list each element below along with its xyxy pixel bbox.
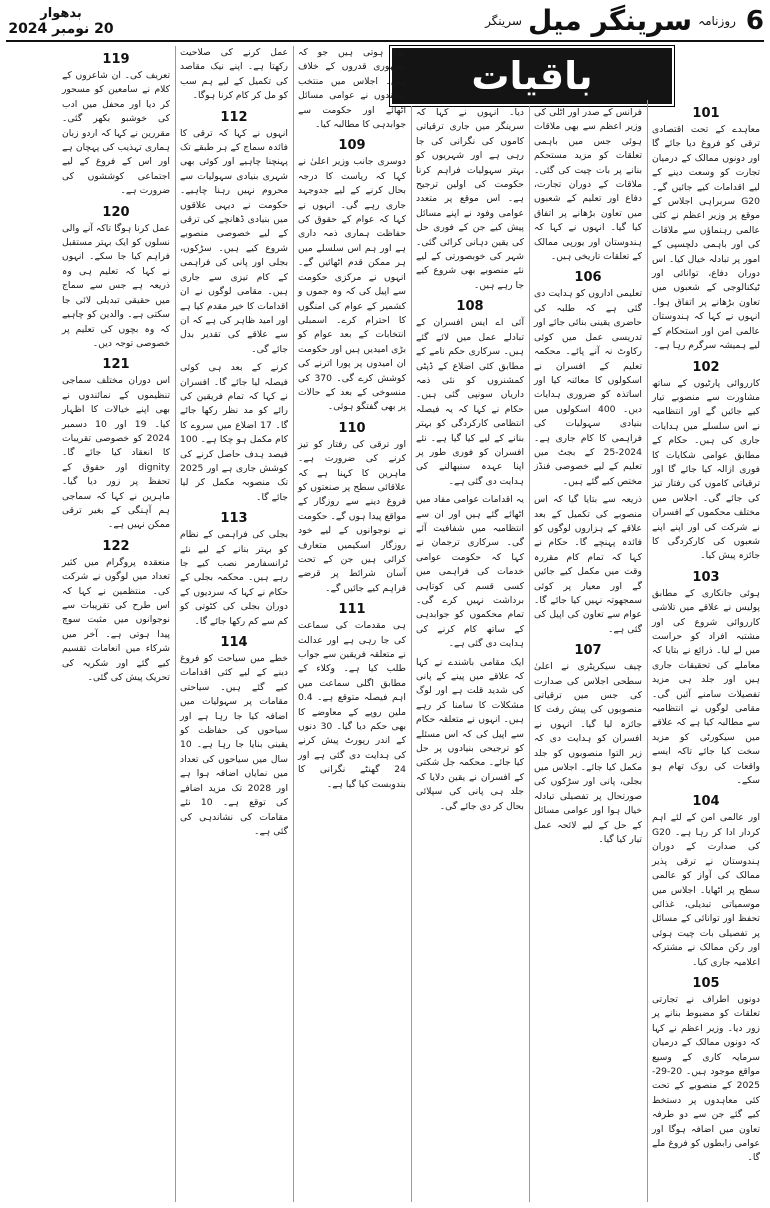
brand-name: سرینگر میل xyxy=(527,4,693,37)
column-4 xyxy=(293,46,410,1202)
story-number: 110 xyxy=(338,420,366,436)
story-text: اور عالمی امن کے لئے اہم کردار ادا کر رہا ہے۔ G20 کی صدارت کے دوران ہندوستان نے ترقی پذیر ممالک کی آواز کو عالمی سطح پر اٹھایا۔ اجلاس میں موسمیاتی تبدیلی، غذائی تحفظ اور توانائی کے مسائل پر تفصیلی بات چیت ہوئی اور رکن ممالک نے مشترکہ اعلامیہ جاری کیا۔ xyxy=(652,812,760,968)
banner-title: باقیات xyxy=(471,54,593,98)
story-text: عمل کرنا ہوگا تاکہ آنے والی نسلوں کو ایک بہتر مستقبل فراہم کیا جا سکے۔ انہوں نے کہا کہ تعلیم ہی وہ ذریعہ ہے جس سے سماج میں حقیقی تبدیلی لائی جا سکتی ہے۔ والدین کو چاہیے کہ وہ بچوں کی تعلیم پر خصوصی توجہ دیں۔ xyxy=(62,222,170,349)
story-number: 112 xyxy=(220,109,248,125)
story-text: اس دوران مختلف سماجی تنظیموں کے نمائندوں نے بھی اپنے خیالات کا اظہار کیا۔ 19 اور 10 دسمبر 2024 کو خصوصی تقریبات کا انعقاد کیا جائے گا۔ dignity اور حقوق کے تحفظ پر زور دیا گیا۔ ماہرین نے کہا کہ سماجی ہم آہنگی کے بغیر ترقی ممکن نہیں ہے۔ xyxy=(62,375,170,531)
story-text: بجلی کی فراہمی کے نظام کو بہتر بنانے کے لیے نئے ٹرانسفارمر نصب کیے جا رہے ہیں۔ محکمہ بجلی کے حکام نے کہا کہ سردیوں کے دوران بجلی کی کٹوتی کو کم سے کم رکھا جائے گا۔ xyxy=(180,529,288,627)
story-number: 120 xyxy=(102,204,130,220)
story-text: معاہدے کے تحت اقتصادی ترقی کو فروغ دیا جائے گا اور دونوں ممالک کے درمیان تجارت کو وسعت دینے کے لیے اقدامات کیے جائیں گے۔ G20 سربراہی اجلاس کے موقع پر وزیر اعظم نے کئی عالمی رہنماؤں سے ملاقات کی اور باہمی دلچسپی کے امور پر تبادلہ خیال کیا۔ اس دوران دفاع، توانائی اور ٹیکنالوجی کے شعبوں میں تعاون بڑھانے پر اتفاق ہوا۔ انہوں نے کہا کہ ہندوستان عالمی امن اور استحکام کے لیے ہمیشہ سرگرم رہا ہے۔ xyxy=(652,124,760,352)
story-text: ہی مقدمات کی سماعت کی جا رہی ہے اور عدالت نے متعلقہ فریقین سے جواب طلب کیا ہے۔ وکلاء کے مطابق اگلی سماعت میں اہم فیصلہ متوقع ہے۔ 0.4 ملین روپے کے معاوضے کا بھی حکم دیا گیا۔ 30 دنوں کے اندر رپورٹ پیش کرنے کی ہدایت دی گئی ہے اور 24 گھنٹے نگرانی کا بندوبست کیا گیا ہے۔ xyxy=(298,620,407,790)
story-text: کرنے کے بعد ہی کوئی فیصلہ لیا جائے گا۔ افسران نے کہا کہ تمام فریقین کی رائے کو مد نظر رکھا جائے گا۔ 17 اضلاع میں سروے کا کام مکمل ہو چکا ہے۔ 100 فیصد ہدف حاصل کرنے کی کوشش جاری ہے اور 2025 تک منصوبہ مکمل کر لیا جائے گا۔ xyxy=(180,362,288,503)
story-number: 107 xyxy=(574,643,602,659)
page-number: 6 xyxy=(745,6,764,36)
story-number: 104 xyxy=(692,794,720,810)
story-text: ذریعہ سے بتایا گیا کہ اس منصوبے کی تکمیل کے بعد علاقے کے ہزاروں لوگوں کو فائدہ پہنچے گا۔ حکام نے کہا کہ تمام کام مقررہ وقت میں مکمل کیے جائیں گے اور معیار پر کوئی سمجھوتہ نہیں کیا جائے گا۔ عوام سے تعاون کی اپیل کی گئی ہے۔ xyxy=(534,494,642,635)
story-number: 102 xyxy=(692,359,720,375)
story-text: چیف سیکریٹری نے اعلیٰ سطحی اجلاس کی صدارت کی جس میں ترقیاتی منصوبوں کی پیش رفت کا جائزہ لیا گیا۔ انہوں نے افسران کو ہدایت دی کہ زیر التوا منصوبوں کو جلد مکمل کیا جائے۔ اجلاس میں بجلی، پانی اور سڑکوں کی صورتحال پر تفصیلی تبادلہ خیال ہوا اور عوامی مسائل کے حل کے لیے لائحہ عمل تیار کیا گیا۔ xyxy=(534,661,642,846)
story-text: ایک مقامی باشندے نے کہا کہ علاقے میں پینے کے پانی کی شدید قلت ہے اور لوگ مشکلات کا سامنا کر رہے ہیں۔ انہوں نے متعلقہ حکام سے اپیل کی کہ اس مسئلے کو ترجیحی بنیادوں پر حل کیا جائے۔ محکمہ جل شکتی کے افسران نے یقین دلایا کہ جلد ہی پانی کی سپلائی بحال کر دی جائے گی۔ xyxy=(416,656,524,812)
story-number: 111 xyxy=(338,602,366,618)
story-number: 101 xyxy=(692,106,720,121)
header-rule xyxy=(6,40,764,42)
story-text: پیدا ہوتی ہیں جو کہ جمہوری قدروں کے خلاف ہیں۔ اجلاس میں منتخب نمائندوں نے عوامی مسائل اٹھائے اور حکومت سے جوابدہی کا مطالبہ کیا۔ xyxy=(298,47,406,131)
column-6 xyxy=(58,46,174,1202)
story-text: کارروائی پارٹیوں کے ساتھ مشاورت سے منصوبے تیار کیے جائیں گے اور انتظامیہ نے اس سلسلے میں ہدایات جاری کی ہیں۔ حکام کے مطابق عوامی شکایات کا فوری ازالہ کیا جائے گا اور ترقیاتی کاموں کی رفتار تیز کی جائے گی۔ اجلاس میں مختلف محکموں کے افسران نے شرکت کی اور اپنے اپنے شعبوں کی کارکردگی کا جائزہ پیش کیا۔ xyxy=(652,377,760,562)
section-banner xyxy=(390,46,674,106)
story-text: فرانس کے صدر اور اٹلی کی وزیر اعظم سے بھی ملاقات ہوئی جس میں باہمی تعلقات کو مزید مستحکم بنانے پر بات چیت کی گئی۔ ملاقات کے دوران تجارت، دفاع اور تعلیم کے شعبوں میں تعاون بڑھانے پر اتفاق کیا گیا۔ انہوں نے کہا کہ ہندوستان اور یورپی ممالک کے تعلقات تاریخی ہیں۔ xyxy=(534,107,642,263)
column-5 xyxy=(175,46,292,1202)
story-text: ہوئی جانکاری کے مطابق پولیس نے علاقے میں تلاشی کارروائی شروع کی اور مشتبہ افراد کو حراست میں لے لیا۔ ذرائع نے بتایا کہ معاملے کی تحقیقات جاری ہیں اور جلد ہی مزید تفصیلات سامنے آئیں گی۔ مقامی لوگوں نے انتظامیہ سے مطالبہ کیا ہے کہ علاقے میں سیکورٹی کو مزید سخت کیا جائے تاکہ ایسے واقعات کی روک تھام ہو سکے۔ xyxy=(652,587,760,787)
story-text: دیا۔ انہوں نے کہا کہ سرینگر میں جاری ترقیاتی کاموں کی نگرانی کی جا رہی ہے اور شہریوں کو بہتر سہولیات فراہم کرنا حکومت کی اولین ترجیح ہے۔ اس موقع پر متعدد عوامی وفود نے اپنے مسائل پیش کیے جن کے فوری حل کی یقین دہانی کرائی گئی۔ شہر کی خوبصورتی کے لیے نئے منصوبے بھی شروع کیے جا رہے ہیں۔ xyxy=(416,107,524,291)
story-number: 106 xyxy=(574,270,602,286)
story-number: 109 xyxy=(338,138,366,154)
story-number: 103 xyxy=(692,569,720,585)
story-number: 122 xyxy=(102,538,130,554)
story-text: آئی اے ایس افسران کے تبادلے عمل میں لائے گئے ہیں۔ سرکاری حکم نامے کے مطابق کئی اضلاع کے ڈپٹی کمشنروں کو نئی ذمہ داریاں سونپی گئی ہیں۔ حکام نے کہا کہ یہ فیصلہ انتظامی کارکردگی کو بہتر بنانے کے لیے کیا گیا ہے۔ نئے افسران کو فوری طور پر اپنا عہدہ سنبھالنے کی ہدایت دی گئی ہے۔ xyxy=(416,317,524,487)
story-text: انہوں نے کہا کہ ترقی کا فائدہ سماج کے ہر طبقے تک پہنچنا چاہیے اور کوئی بھی شہری بنیادی سہولیات سے محروم نہیں رہنا چاہیے۔ حکومت نے دیہی علاقوں میں بنیادی ڈھانچے کی ترقی کے لیے خصوصی منصوبے شروع کیے ہیں۔ سڑکوں، بجلی اور پانی کی فراہمی کے کام تیزی سے جاری ہیں۔ مقامی لوگوں نے ان اقدامات کا خیر مقدم کیا ہے اور امید ظاہر کی ہے کہ ان سے علاقے کی تقدیر بدل جائے گی۔ xyxy=(180,127,288,355)
story-text: عمل کرنے کی صلاحیت رکھتا ہے۔ اپنے نیک مقاصد کی تکمیل کے لیے ہم سب کو مل کر کام کرنا ہوگا۔ xyxy=(180,47,288,102)
story-text: یہ اقدامات عوامی مفاد میں اٹھائے گئے ہیں اور ان سے انتظامیہ میں شفافیت آئے گی۔ سرکاری ترجمان نے کہا کہ حکومت عوامی خدمات کی فراہمی میں کسی قسم کی کوتاہی برداشت نہیں کرے گی۔ تمام محکموں کو جوابدہی کے ساتھ کام کرنے کی ہدایت دی گئی ہے۔ xyxy=(416,494,524,650)
story-number: 114 xyxy=(220,635,248,651)
brand xyxy=(116,6,764,36)
date-box xyxy=(6,6,116,37)
story-text: دونوں اطراف نے تجارتی تعلقات کو مضبوط بنانے پر زور دیا۔ وزیر اعظم نے کہا کہ دونوں ممالک کے درمیان سرمایہ کاری کے وسیع مواقع موجود ہیں۔ 20-29-2025 کے منصوبے کے تحت کئی معاہدوں پر دستخط کیے گئے جن سے دو طرفہ تعاون میں اضافہ ہوگا اور عوامی رابطوں کو فروغ ملے گا۔ xyxy=(652,993,760,1164)
masthead xyxy=(6,4,764,38)
story-text: تعریف کی۔ ان شاعروں کے کلام نے سامعین کو مسحور کر دیا اور محفل میں ادب کی خوشبو بکھر گئی۔ مقررین نے کہا کہ اردو زبان ہماری تہذیب کی پہچان ہے اور اس کے فروغ کے لیے اجتماعی کوششوں کی ضرورت ہے۔ xyxy=(62,70,170,197)
brand-prefix: روزنامہ xyxy=(698,14,736,28)
story-text: خطے میں سیاحت کو فروغ دینے کے لیے کئی اقدامات کیے گئے ہیں۔ سیاحتی مقامات پر سہولیات میں اضافہ کیا جا رہا ہے اور سیاحوں کی حفاظت کو یقینی بنایا جا رہا ہے۔ 10 سال میں سیاحوں کی تعداد میں نمایاں اضافہ ہوا ہے اور 2028 تک مزید اضافے کی توقع ہے۔ 10 نئے مقامات کی نشاندہی کی گئی ہے۔ xyxy=(180,653,288,837)
column-2 xyxy=(529,106,646,1202)
column-1 xyxy=(647,100,764,1202)
story-number: 105 xyxy=(692,975,720,991)
story-text: دوسری جانب وزیر اعلیٰ نے کہا کہ ریاست کا درجہ بحال کرنے کے لیے جدوجہد جاری رہے گی۔ انہوں نے کہا کہ عوام کے حقوق کی حفاظت ہماری ذمہ داری ہے اور ہم اس سلسلے میں ہر ممکن قدم اٹھائیں گے۔ انہوں نے مرکزی حکومت سے اپیل کی کہ وہ جموں و کشمیر کے عوام کی امنگوں کا احترام کرے۔ اسمبلی انتخابات کے بعد عوام کو بڑی امیدیں ہیں اور حکومت ان امیدوں پر پورا اترنے کی کوشش کرے گی۔ 370 کی منسوخی کے بعد کے حالات پر بھی گفتگو ہوئی۔ xyxy=(298,156,406,413)
brand-city: سرینگر xyxy=(485,14,522,28)
story-number: 121 xyxy=(102,357,130,373)
story-text: تعلیمی اداروں کو ہدایت دی گئی ہے کہ طلبہ کی حاضری یقینی بنائی جائے اور تدریسی عمل میں کوئی رکاوٹ نہ آنے پائے۔ محکمہ تعلیم کے افسران نے اسکولوں کا معائنہ کیا اور اساتذہ کو ضروری ہدایات دیں۔ 400 اسکولوں میں بنیادی سہولیات کی فراہمی کا کام جاری ہے۔ 2024-25 کے بجٹ میں تعلیم کے لیے خصوصی فنڈز مختص کیے گئے ہیں۔ xyxy=(534,288,642,487)
story-number: 113 xyxy=(220,511,248,527)
story-number: 119 xyxy=(102,52,130,67)
date-full: 20 نومبر 2024 xyxy=(8,20,114,37)
date-day: بدھوار xyxy=(40,5,82,21)
story-text: منعقدہ پروگرام میں کثیر تعداد میں لوگوں نے شرکت کی۔ منتظمین نے کہا کہ اس طرح کی تقریبات سے نوجوانوں میں مثبت سوچ پیدا ہوتی ہے۔ آخر میں شرکاء میں انعامات تقسیم کیے گئے اور شکریہ کی تحریک پیش کی گئی۔ xyxy=(62,556,170,684)
story-text: اور ترقی کی رفتار کو تیز کرنے کی ضرورت ہے۔ ماہرین کا کہنا ہے کہ علاقائی سطح پر صنعتوں کو فروغ دینے سے روزگار کے مواقع پیدا ہوں گے۔ حکومت نے نوجوانوں کے لیے خود روزگار اسکیمیں متعارف کرائی ہیں جن کے تحت آسان شرائط پر قرضے فراہم کیے جائیں گے۔ xyxy=(298,438,406,594)
column-3 xyxy=(411,106,528,1202)
story-number: 108 xyxy=(456,299,484,315)
